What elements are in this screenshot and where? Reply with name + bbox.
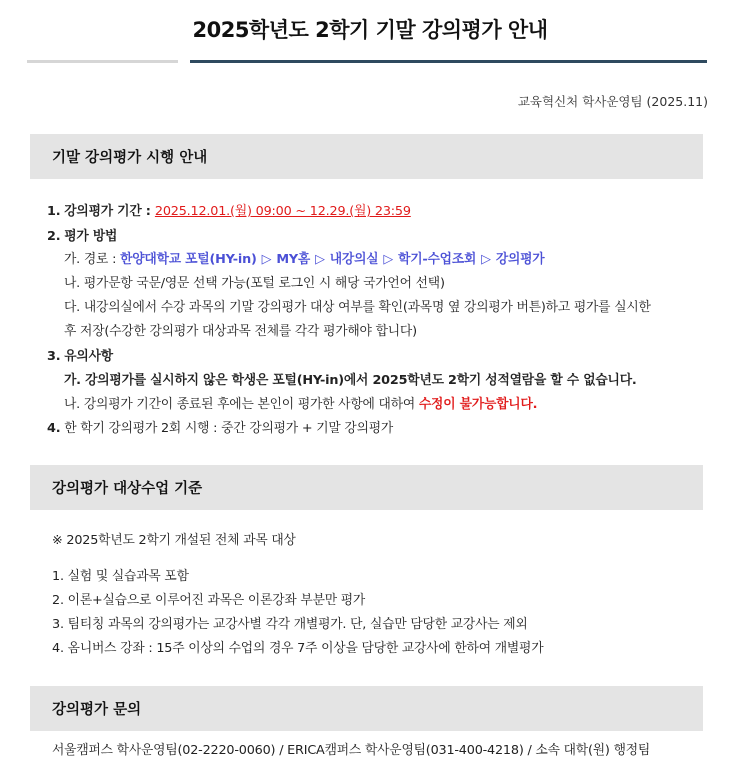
item-period xyxy=(47,202,411,222)
path-step-evaluation: 강의평가 xyxy=(495,252,545,267)
notice-no-edit xyxy=(64,395,537,415)
item-method xyxy=(47,227,117,247)
method-language: 나. 평가문항 국문/영문 선택 가능(포털 로그인 시 해당 국가언어 선택) xyxy=(64,276,445,291)
page-title: 2025학년도 2학기 기말 강의평가 안내 xyxy=(192,18,548,42)
section-heading-text: 강의평가 문의 xyxy=(52,702,142,718)
arrow-icon: ▷ xyxy=(383,252,394,267)
issuer-line: 교육혁신처 학사운영팀 (2025.11) xyxy=(517,94,708,109)
target-item: 1. 실험 및 실습과목 포함 xyxy=(52,569,189,584)
path-step-myhome: MY홈 xyxy=(276,252,311,267)
arrow-icon: ▷ xyxy=(315,252,325,267)
section-heading-schedule xyxy=(30,134,703,179)
notice-emphasis: 수정이 불가능합니다. xyxy=(418,397,538,412)
notice-grade-block: 가. 강의평가를 실시하지 않은 학생은 포털(HY-in)에서 2025학년도 2학기 성적열람을 할 수 없습니다. xyxy=(64,373,637,388)
item-number: 2. xyxy=(47,229,61,244)
path-step-course-list: 학기-수업조회 xyxy=(398,252,477,267)
arrow-icon: ▷ xyxy=(261,252,272,267)
notice-text: 나. 강의평가 기간이 종료된 후에는 본인이 평가한 사항에 대하여 xyxy=(64,397,419,412)
target-note: ※ 2025학년도 2학기 개설된 전체 과목 대상 xyxy=(52,533,296,548)
item-notice xyxy=(47,347,113,367)
path-prefix: 가. 경로 : xyxy=(64,252,121,267)
arrow-icon: ▷ xyxy=(481,252,491,267)
item-number: 3. xyxy=(47,349,61,364)
item-text: 한 학기 강의평가 2회 시행 : 중간 강의평가 + 기말 강의평가 xyxy=(64,421,394,436)
target-item: 4. 옴니버스 강좌 : 15주 이상의 수업의 경우 7주 이상을 담당한 교강사에 한하여 개별평가 xyxy=(52,641,544,656)
item-label: 평가 방법 xyxy=(64,229,118,244)
target-item: 3. 팀티칭 과목의 강의평가는 교강사별 각각 개별평가. 단, 실습만 담당한 교강사는 제외 xyxy=(52,617,528,632)
contact-info: 서울캠퍼스 학사운영팀(02-2220-0060) / ERICA캠퍼스 학사운영팀(031-400-4218) / 소속 대학(원) 행정팀 xyxy=(52,743,651,758)
target-item: 2. 이론+실습으로 이루어진 과목은 이론강좌 부분만 평가 xyxy=(52,593,366,608)
header-rule-right xyxy=(190,60,707,63)
method-path xyxy=(64,250,544,270)
item-label: 유의사항 xyxy=(64,349,113,364)
item-number: 1. xyxy=(47,204,61,219)
item-number: 4. xyxy=(47,421,61,436)
section-heading-text: 강의평가 대상수업 기준 xyxy=(52,481,203,497)
section-heading-text: 기말 강의평가 시행 안내 xyxy=(52,150,208,166)
evaluation-period: 2025.12.01.(월) 09:00 ~ 12.29.(월) 23:59 xyxy=(154,204,411,219)
section-heading-target xyxy=(30,465,703,510)
header-rule-left xyxy=(27,60,178,63)
method-instruction: 다. 내강의실에서 수강 과목의 기말 강의평가 대상 여부를 확인(과목명 옆 강의평가 버튼)하고 평가를 실시한 xyxy=(64,300,651,315)
method-instruction-cont: 후 저장(수강한 강의평가 대상과목 전체를 각각 평가해야 합니다) xyxy=(64,324,417,339)
item-twice xyxy=(47,419,393,439)
section-heading-inquiry xyxy=(30,686,703,731)
path-step-portal: 한양대학교 포털(HY-in) xyxy=(120,252,257,267)
item-label: 강의평가 기간 : xyxy=(64,204,155,219)
path-step-classroom: 내강의실 xyxy=(329,252,379,267)
